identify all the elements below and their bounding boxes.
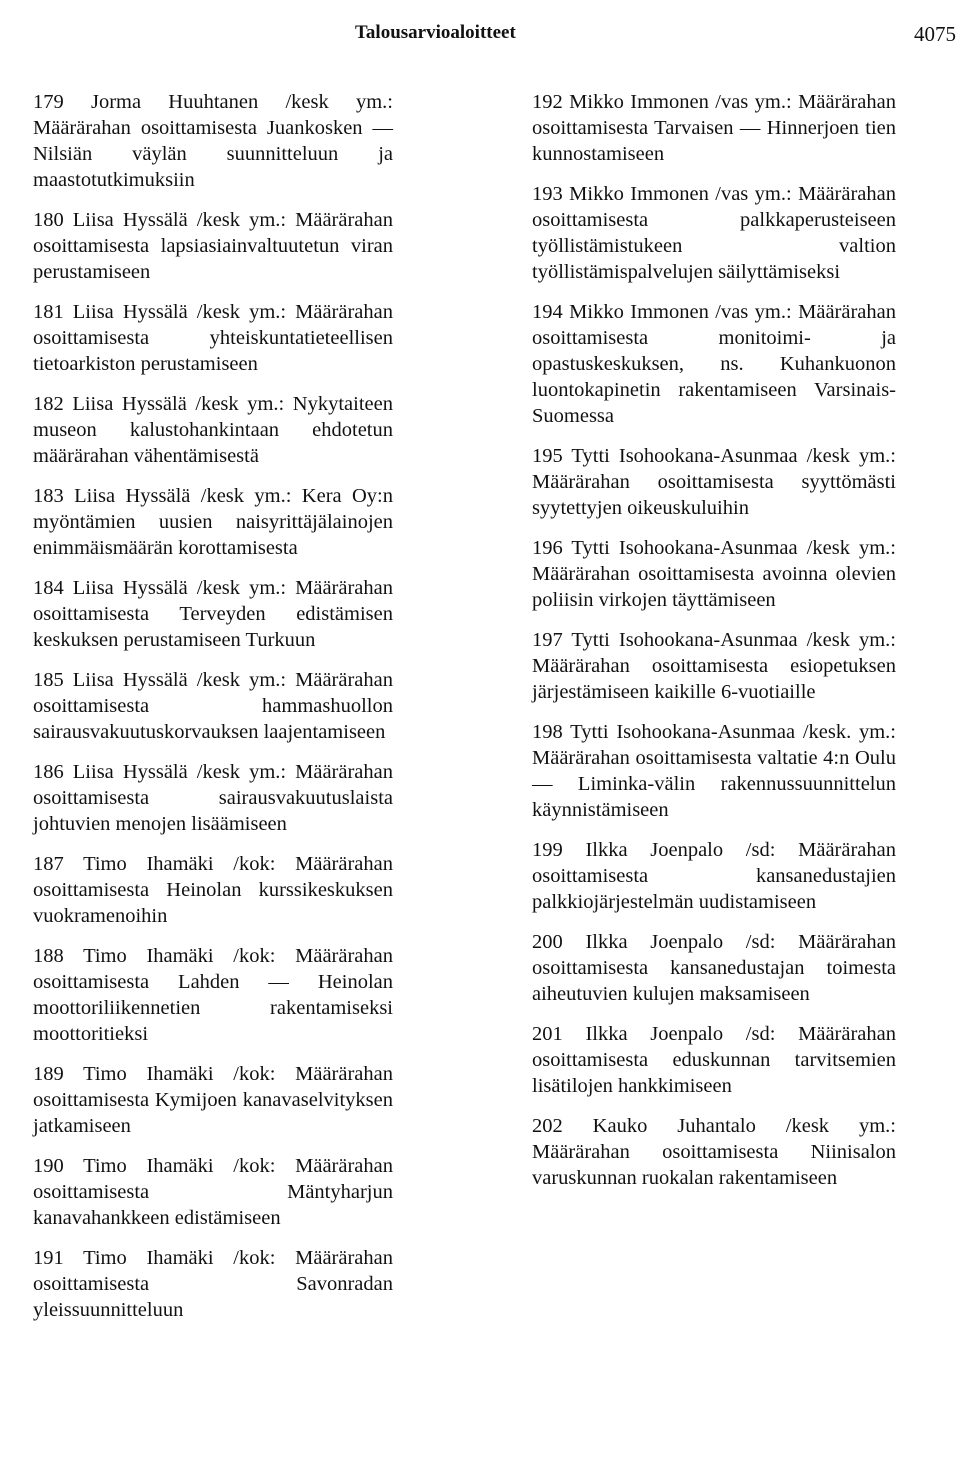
motion-entry-192: 192 Mikko Immonen /vas ym.: Määrärahan osoittamisesta Tarvaisen — Hinnerjoen tien kunnostamiseen [532,91,896,165]
motion-entry-198: 198 Tytti Isohookana-Asunmaa /kesk. ym.: Määrärahan osoittamisesta valtatie 4:n Oulu — Liminka-välin rakennussuunnittelun käynnistämiseen [532,721,896,821]
motion-entry-197: 197 Tytti Isohookana-Asunmaa /kesk ym.: Määrärahan osoittamisesta esiopetuksen järjestämiseen kaikille 6-vuotiaille [532,629,896,703]
motion-entry-189: 189 Timo Ihamäki /kok: Määrärahan osoittamisesta Kymijoen kanavaselvityksen jatkamiseen [33,1063,393,1137]
motion-entry-202: 202 Kauko Juhantalo /kesk ym.: Määrärahan osoittamisesta Niinisalon varuskunnan ruokalan rakentamiseen [532,1115,896,1189]
page-header [0,22,960,52]
motion-entry-195: 195 Tytti Isohookana-Asunmaa /kesk ym.: Määrärahan osoittamisesta syyttömästi syytettyjen oikeuskuluihin [532,445,896,519]
motion-entry-185: 185 Liisa Hyssälä /kesk ym.: Määrärahan osoittamisesta hammashuollon sairausvakuutuskorvauksen laajentamiseen [33,669,393,743]
motion-entry-196: 196 Tytti Isohookana-Asunmaa /kesk ym.: Määrärahan osoittamisesta avoinna olevien poliisin virkojen täyttämiseen [532,537,896,611]
motion-entry-183: 183 Liisa Hyssälä /kesk ym.: Kera Oy:n myöntämien uusien naisyrittäjälainojen enimmäismäärän korottamisesta [33,485,393,559]
motion-entry-193: 193 Mikko Immonen /vas ym.: Määrärahan osoittamisesta palkkaperusteiseen työllistämistukeen valtion työllistämispalvelujen säilyttämiseksi [532,183,896,283]
motion-entry-200: 200 Ilkka Joenpalo /sd: Määrärahan osoittamisesta kansanedustajan toimesta aiheutuvien kulujen maksamiseen [532,931,896,1005]
motion-entry-190: 190 Timo Ihamäki /kok: Määrärahan osoittamisesta Mäntyharjun kanavahankkeen edistämiseen [33,1155,393,1229]
motion-entry-181: 181 Liisa Hyssälä /kesk ym.: Määrärahan osoittamisesta yhteiskuntatieteellisen tietoarkiston perustamiseen [33,301,393,375]
motion-entry-186: 186 Liisa Hyssälä /kesk ym.: Määrärahan osoittamisesta sairausvakuutuslaista johtuvien menojen lisäämiseen [33,761,393,835]
right-column [532,89,896,1205]
motion-entry-182: 182 Liisa Hyssälä /kesk ym.: Nykytaiteen museon kalustohankintaan ehdotetun määrärahan vähentämisestä [33,393,393,467]
motion-entry-194: 194 Mikko Immonen /vas ym.: Määrärahan osoittamisesta monitoimi- ja opastuskeskuksen, ns. Kuhankuonon luontokapinetin rakentamiseen Varsinais-Suomessa [532,301,896,427]
motion-entry-199: 199 Ilkka Joenpalo /sd: Määrärahan osoittamisesta kansanedustajien palkkiojärjestelmän uudistamiseen [532,839,896,913]
motion-entry-191: 191 Timo Ihamäki /kok: Määrärahan osoittamisesta Savonradan yleissuunnitteluun [33,1247,393,1321]
left-column [33,89,393,1337]
running-title: Talousarvioaloitteet [355,22,516,43]
motion-entry-184: 184 Liisa Hyssälä /kesk ym.: Määrärahan osoittamisesta Terveyden edistämisen keskuksen perustamiseen Turkuun [33,577,393,651]
motion-entry-201: 201 Ilkka Joenpalo /sd: Määrärahan osoittamisesta eduskunnan tarvitsemien lisätilojen hankkimiseen [532,1023,896,1097]
motion-entry-179: 179 Jorma Huuhtanen /kesk ym.: Määrärahan osoittamisesta Juankosken — Nilsiän väylän suunnitteluun ja maastotutkimuksiin [33,91,393,191]
page-number: 4075 [914,22,956,46]
motion-entry-188: 188 Timo Ihamäki /kok: Määrärahan osoittamisesta Lahden — Heinolan moottoriliikennetien rakentamiseksi moottoritieksi [33,945,393,1045]
motion-entry-180: 180 Liisa Hyssälä /kesk ym.: Määrärahan osoittamisesta lapsiasiainvaltuutetun viran perustamiseen [33,209,393,283]
motion-entry-187: 187 Timo Ihamäki /kok: Määrärahan osoittamisesta Heinolan kurssikeskuksen vuokramenoihin [33,853,393,927]
